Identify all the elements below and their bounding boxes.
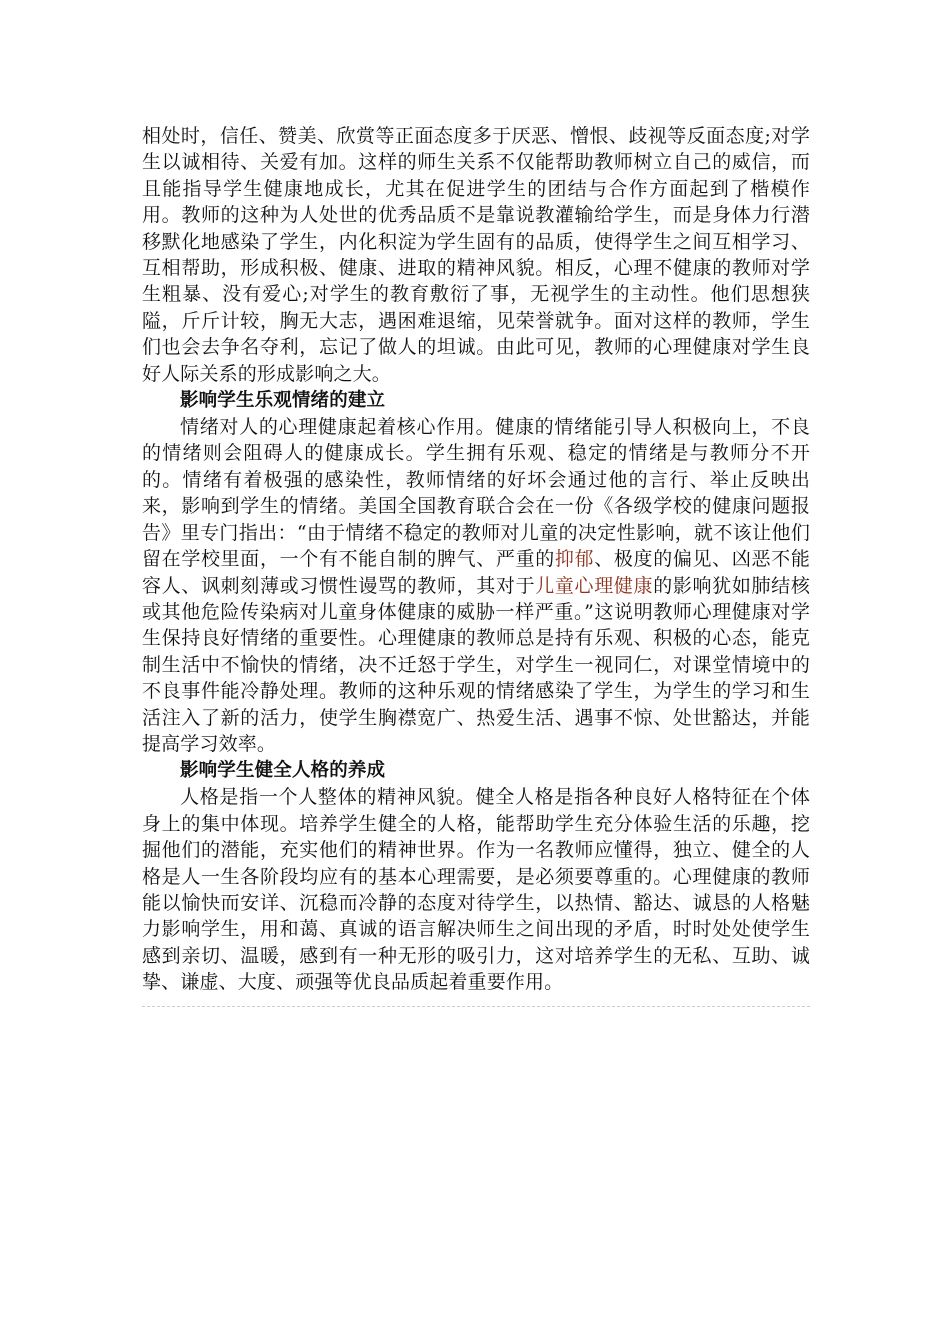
paragraph-emotions-part2: 、极度的偏见、凶恶不能容人、讽刺刻薄或习惯性谩骂的教师，其对于	[142, 548, 810, 597]
section-heading-personality: 影响学生健全人格的养成	[180, 760, 386, 782]
dashed-divider	[142, 1006, 810, 1007]
paragraph-emotions-part1: 情绪对人的心理健康起着核心作用。健康的情绪能引导人积极向上，不良的情绪则会阻碍人的健康成长。学生拥有乐观、稳定的情绪是与教师分不开的。情绪有着极强的感染性，教师情绪的好坏会通过他的言行、举止反映出来，影响到学生的情绪。美国全国教育联合会在一份《各级学校的健康问题报告》里专门指出：“由于情绪不稳定的教师对儿童的决定性影响，就不该让他们留在学校里面，一个有不能自制的脾气、严重的	[142, 416, 810, 571]
document-body	[142, 123, 810, 1007]
paragraph-relationships: 相处时，信任、赞美、欣赏等正面态度多于厌恶、憎恨、歧视等反面态度;对学生以诚相待、关爱有加。这样的师生关系不仅能帮助教师树立自己的威信，而且能指导学生健康地成长，尤其在促进学生的团结与合作方面起到了楷模作用。教师的这种为人处世的优秀品质不是靠说教灌输给学生，而是身体力行潜移默化地感染了学生，内化积淀为学生固有的品质，使得学生之间互相学习、互相帮助，形成积极、健康、进取的精神风貌。相反，心理不健康的教师对学生粗暴、没有爱心;对学生的教育敷衍了事，无视学生的主动性。他们思想狭隘，斤斤计较，胸无大志，遇困难退缩，见荣誉就争。面对这样的教师，学生们也会去争名夺利，忘记了做人的坦诚。由此可见，教师的心理健康对学生良好人际关系的形成影响之大。	[142, 125, 810, 385]
paragraph-emotions-part3: 的影响犹如肺结核或其他危险传染病对儿童身体健康的威胁一样严重。”这说明教师心理健康对学生保持良好情绪的重要性。心理健康的教师总是持有乐观、积极的心态，能克制生活中不愉快的情绪，决不迁怒于学生，对学生一视同仁，对课堂情境中的不良事件能冷静处理。教师的这种乐观的情绪感染了学生，为学生的学习和生活注入了新的活力，使学生胸襟宽广、热爱生活、遇事不惊、处世豁达，并能提高学习效率。	[142, 574, 810, 755]
section-heading-optimism: 影响学生乐观情绪的建立	[180, 390, 386, 412]
paragraph-emotions	[142, 414, 810, 757]
link-depression[interactable]: 抑郁	[554, 548, 595, 571]
paragraph-personality: 人格是指一个人整体的精神风貌。健全人格是指各种良好人格特征在个体身上的集中体现。培养学生健全的人格，能帮助学生充分体验生活的乐趣，挖掘他们的潜能，充实他们的精神世界。作为一名教师应懂得，独立、健全的人格是人一生各阶段均应有的基本心理需要，是必须要尊重的。心理健康的教师能以愉快而安详、沉稳而冷静的态度对待学生，以热情、豁达、诚恳的人格魅力影响学生，用和蔼、真诚的语言解决师生之间出现的矛盾，时时处处使学生感到亲切、温暖，感到有一种无形的吸引力，这对培养学生的无私、互助、诚挚、谦虚、大度、顽强等优良品质起着重要作用。	[142, 786, 810, 994]
link-child-mental-health[interactable]: 儿童心理健康	[535, 574, 654, 597]
